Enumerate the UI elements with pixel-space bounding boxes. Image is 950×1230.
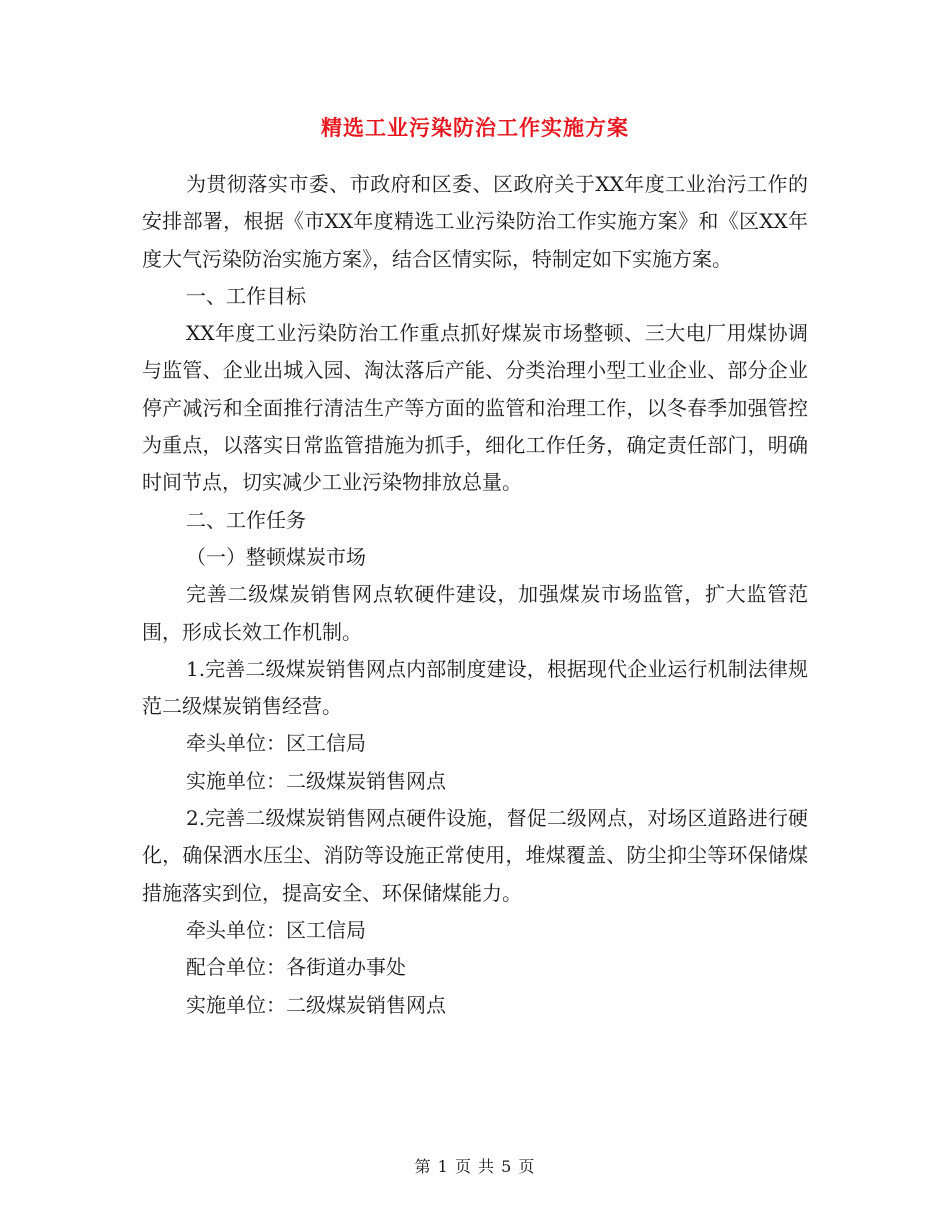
- section-heading-tasks: 二、工作任务: [186, 507, 306, 532]
- page-footer: 第 1 页 共 5 页: [414, 1157, 536, 1176]
- goals-paragraph: XX年度工业污染防治工作重点抓好煤炭市场整顿、三大电厂用煤协调与监管、企业出城入园、淘汰落后产能、分类治理小型工业企业、部分企业停产减污和全面推行清洁生产等方面的监管和治理工作，以冬春季加强管控为重点，以落实日常监管措施为抓手，细化工作任务，确定责任部门，明确时间节点，切实减少工业污染物排放总量。: [142, 321, 808, 495]
- implementing-unit-line: 实施单位：二级煤炭销售网点: [186, 768, 446, 793]
- lead-unit-line: 牵头单位：区工信局: [186, 917, 366, 942]
- subsection-heading-coal-market: （一）整顿煤炭市场: [186, 544, 366, 569]
- intro-paragraph: 为贯彻落实市委、市政府和区委、区政府关于XX年度工业治污工作的安排部署，根据《市XX年度精选工业污染防治工作实施方案》和《区XX年度大气污染防治实施方案》，结合区情实际，特制定如下实施方案。: [142, 172, 808, 271]
- task-item-2: 2.完善二级煤炭销售网点硬件设施，督促二级网点，对场区道路进行硬化，确保洒水压尘、消防等设施正常使用，堆煤覆盖、防尘抑尘等环保储煤措施落实到位，提高安全、环保储煤能力。: [142, 806, 808, 905]
- document-body: [142, 166, 808, 1024]
- coal-market-paragraph: 完善二级煤炭销售网点软硬件建设，加强煤炭市场监管，扩大监管范围，形成长效工作机制。: [142, 582, 808, 644]
- task-item-1: 1.完善二级煤炭销售网点内部制度建设，根据现代企业运行机制法律规范二级煤炭销售经营。: [142, 656, 808, 719]
- implementing-unit-line: 实施单位：二级煤炭销售网点: [186, 992, 446, 1017]
- lead-unit-line: 牵头单位：区工信局: [186, 731, 366, 756]
- cooperating-unit-line: 配合单位：各街道办事处: [186, 955, 406, 980]
- section-heading-goals: 一、工作目标: [186, 283, 306, 308]
- document-title: 精选工业污染防治工作实施方案: [321, 115, 629, 140]
